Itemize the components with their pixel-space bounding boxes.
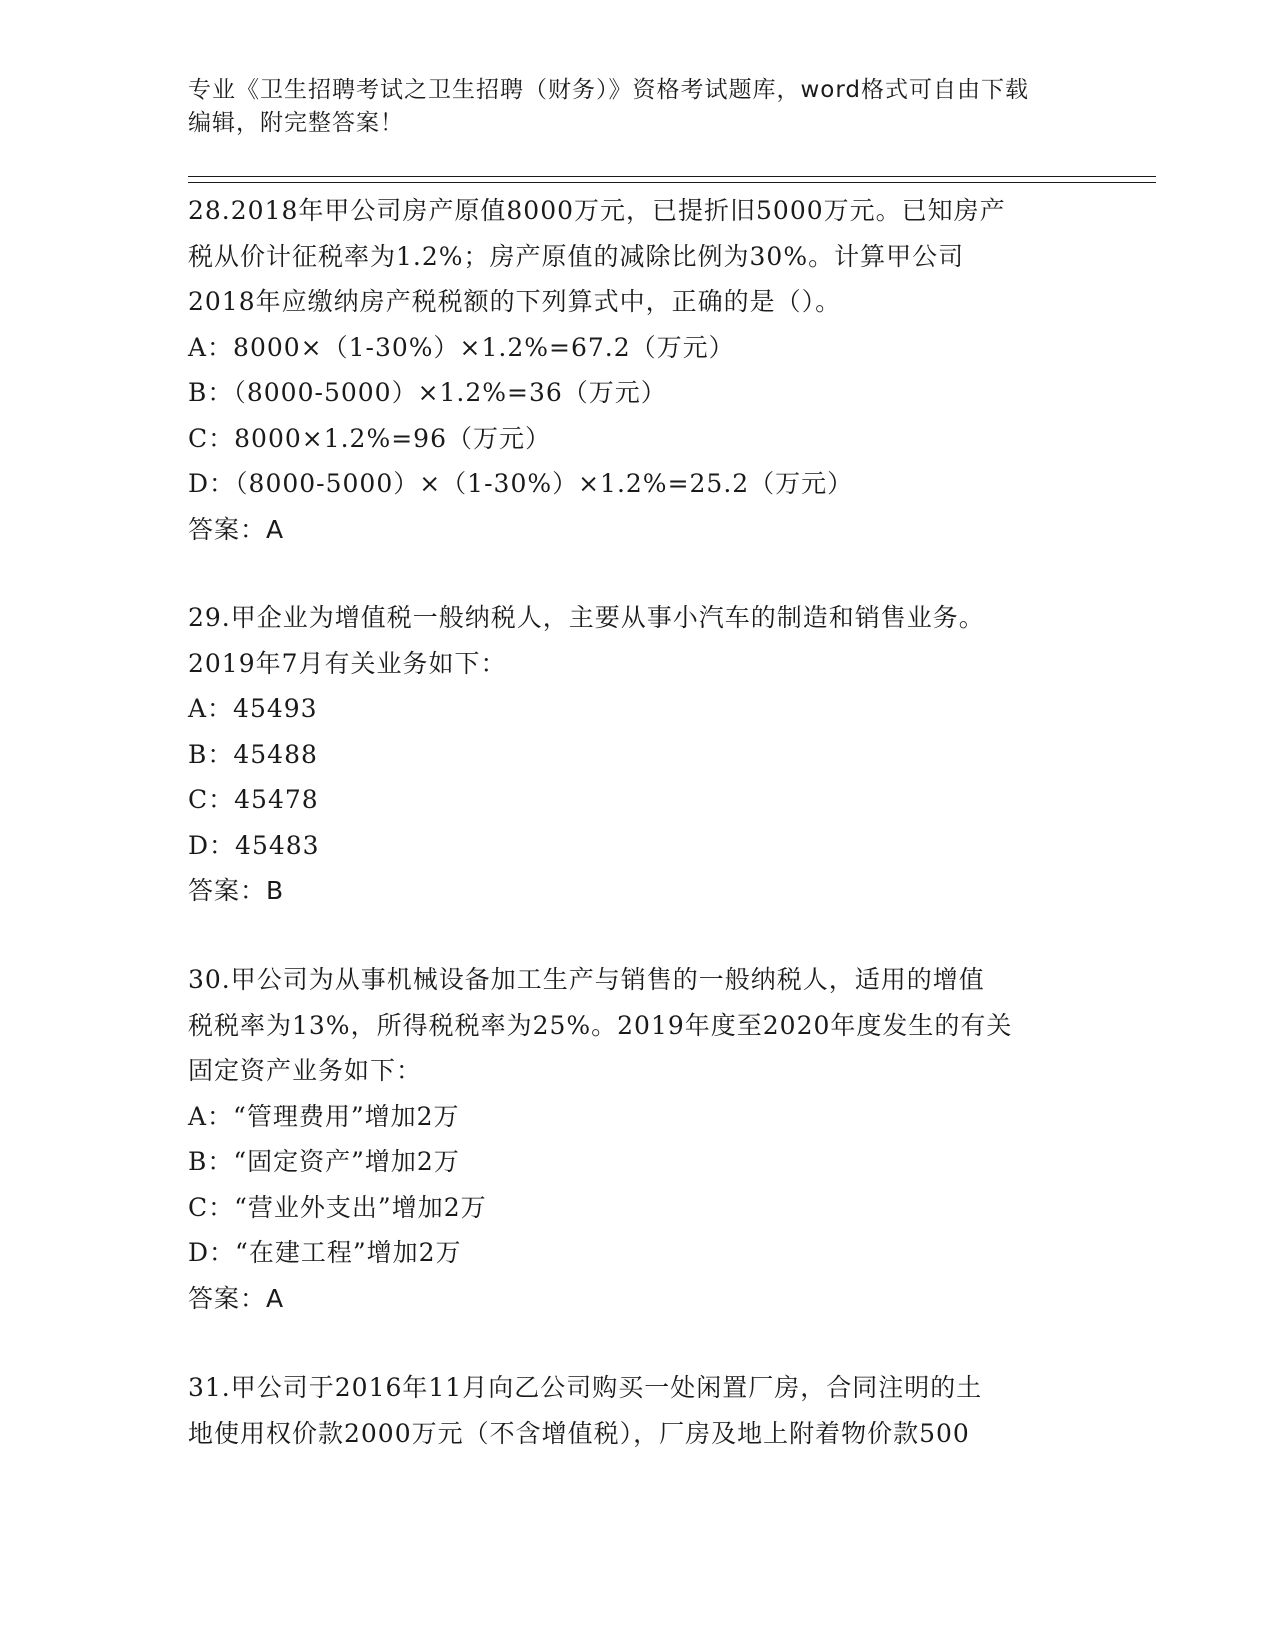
answer-label: 答案：A [188, 1283, 285, 1313]
option-a: A：“管理费用”增加2万 [188, 1101, 460, 1131]
option-c: C：8000×1.2%=96（万元） [188, 423, 551, 453]
question-stem-line: 31.甲公司于2016年11月向乙公司购买一处闲置厂房，合同注明的土 [188, 1373, 983, 1402]
answer-label: 答案：A [188, 514, 285, 544]
answer-label: 答案：B [188, 876, 285, 905]
question-stem-line: 税税率为13%，所得税税率为25%。2019年度至2020年度发生的有关 [188, 1010, 1013, 1040]
header-line-1: 专业《卫生招聘考试之卫生招聘（财务）》资格考试题库，word格式可自由下载 [188, 77, 1030, 103]
question-stem-line: 固定资产业务如下： [188, 1056, 423, 1085]
option-a: A：8000×（1-30%）×1.2%=67.2（万元） [188, 332, 735, 362]
question-stem-line: 30.甲公司为从事机械设备加工生产与销售的一般纳税人，适用的增值 [188, 965, 985, 994]
option-b: B：（8000-5000）×1.2%=36（万元） [188, 378, 667, 407]
header-line-2: 编辑，附完整答案！ [188, 110, 404, 136]
question-30 [188, 957, 1088, 1321]
option-a: A：45493 [188, 694, 318, 723]
question-29 [188, 595, 1088, 914]
document-header [188, 74, 1068, 140]
question-stem-line: 地使用权价款2000万元（不含增值税），厂房及地上附着物价款500 [188, 1418, 970, 1448]
question-stem-line: 税从价计征税率为1.2%；房产原值的减除比例为30%。计算甲公司 [188, 241, 965, 271]
question-stem-line: 2018年应缴纳房产税税额的下列算式中，正确的是（）。 [188, 287, 842, 316]
header-divider-top [188, 176, 1156, 177]
question-stem-line: 29.甲企业为增值税一般纳税人，主要从事小汽车的制造和销售业务。 [188, 603, 985, 632]
option-d: D：“在建工程”增加2万 [188, 1238, 462, 1267]
question-stem-line: 2019年7月有关业务如下： [188, 648, 507, 678]
option-d: D：45483 [188, 830, 320, 860]
option-c: C：“营业外支出”增加2万 [188, 1192, 487, 1222]
option-b: B：45488 [188, 739, 318, 769]
option-d: D：（8000-5000）×（1-30%）×1.2%=25.2（万元） [188, 469, 854, 498]
header-divider-bottom [188, 182, 1156, 183]
question-31 [188, 1365, 1088, 1456]
option-c: C：45478 [188, 785, 319, 814]
question-28 [188, 188, 1088, 552]
question-stem-line: 28.2018年甲公司房产原值8000万元，已提折旧5000万元。已知房产 [188, 196, 1006, 225]
option-b: B：“固定资产”增加2万 [188, 1147, 460, 1176]
